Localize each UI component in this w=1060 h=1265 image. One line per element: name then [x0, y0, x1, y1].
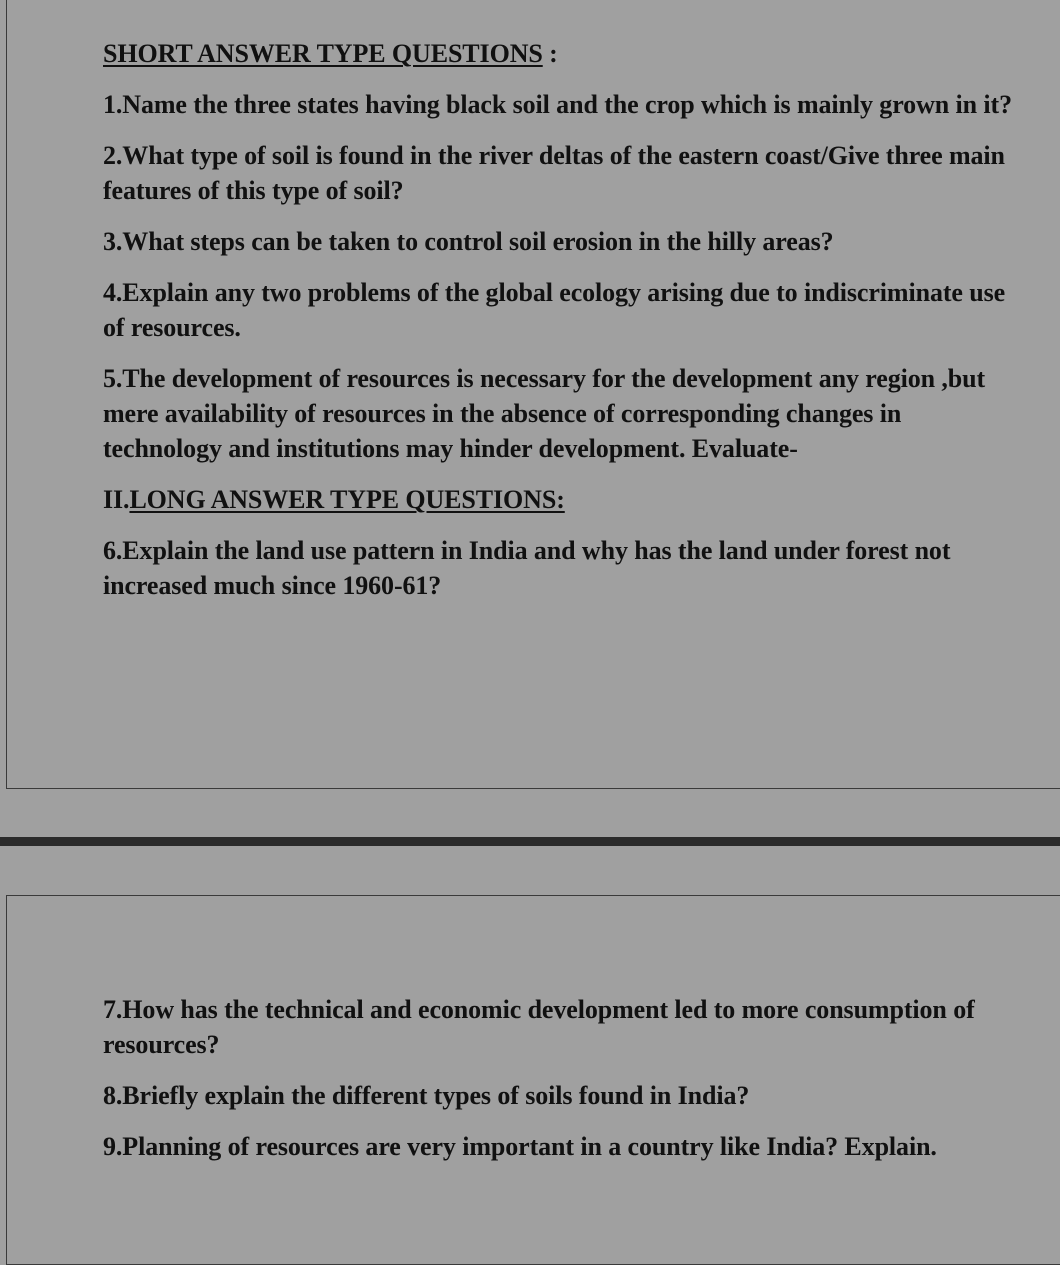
question-5: 5.The development of resources is necessary for the development any region ,but mere availability of resources in the absence of corresponding changes in technology and institutions may hinder development. Evaluate-	[103, 364, 986, 463]
page-1-content	[103, 36, 1026, 619]
long-answer-heading	[103, 482, 1026, 517]
page-2-content	[103, 992, 1026, 1180]
short-answer-heading	[103, 36, 1026, 71]
short-answer-heading-suffix: :	[542, 39, 558, 68]
question-6: 6.Explain the land use pattern in India and why has the land under forest not increased much since 1960-61?	[103, 536, 951, 600]
document-page-2	[6, 895, 1060, 1265]
question-1: 1.Name the three states having black soil and the crop which is mainly grown in it?	[103, 90, 1012, 119]
long-answer-heading-text: LONG ANSWER TYPE QUESTIONS:	[129, 485, 565, 514]
document-page-1	[6, 0, 1060, 789]
question-7: 7.How has the technical and economic development led to more consumption of resources?	[103, 995, 975, 1059]
page-divider	[0, 837, 1060, 846]
question-4: 4.Explain any two problems of the global ecology arising due to indiscriminate use of resources.	[103, 278, 1006, 342]
question-8: 8.Briefly explain the different types of soils found in India?	[103, 1081, 750, 1110]
question-2: 2.What type of soil is found in the river deltas of the eastern coast/Give three main features of this type of soil?	[103, 141, 1005, 205]
question-3: 3.What steps can be taken to control soil erosion in the hilly areas?	[103, 227, 834, 256]
question-9: 9.Planning of resources are very important in a country like India? Explain.	[103, 1132, 937, 1161]
long-answer-heading-prefix: II.	[103, 485, 130, 514]
short-answer-heading-text: SHORT ANSWER TYPE QUESTIONS	[103, 39, 543, 68]
